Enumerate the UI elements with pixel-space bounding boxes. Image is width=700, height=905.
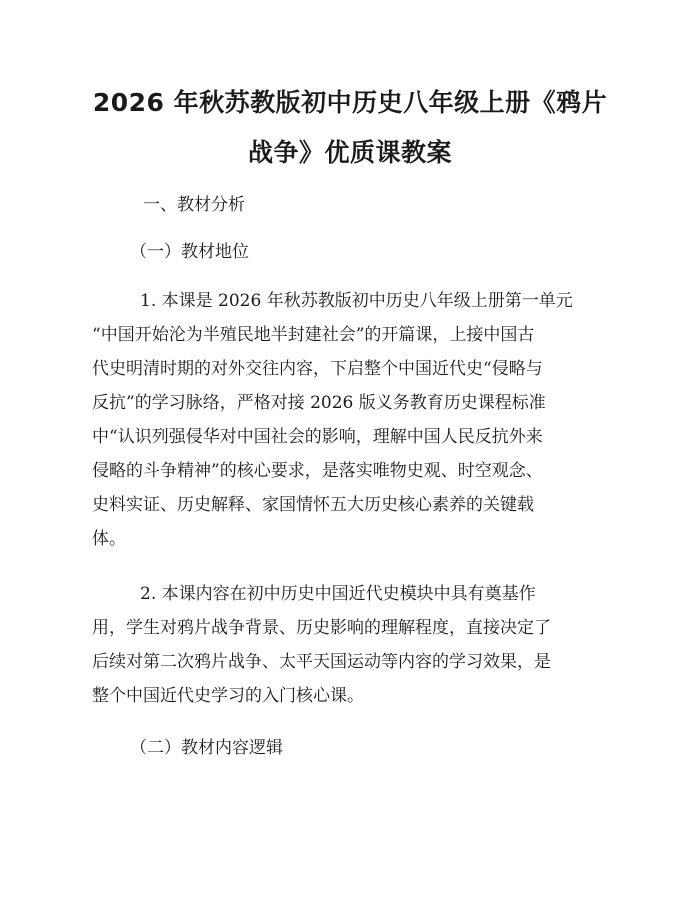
paragraph-line: 后续对第二次鸦片战争、太平天国运动等内容的学习效果，是 <box>92 652 551 672</box>
paragraph-line: 2. 本课内容在初中历史中国近代史模块中具有奠基作 <box>140 584 536 604</box>
paragraph-line: 史料实证、历史解释、家国情怀五大历史核心素养的关键载 <box>92 495 534 515</box>
paragraph-1 <box>92 284 604 556</box>
paragraph-line: 1. 本课是 2026 年秋苏教版初中历史八年级上册第一单元 <box>140 291 573 311</box>
subsection-heading-content-logic: （二）教材内容逻辑 <box>130 738 283 758</box>
subsection-heading-textbook-position: （一）教材地位 <box>130 242 249 262</box>
title-line: 战争》优质课教案 <box>247 138 452 167</box>
paragraph-line: 中“认识列强侵华对中国社会的影响，理解中国人民反抗外来 <box>92 427 543 447</box>
section-heading-textbook-analysis: 一、教材分析 <box>143 195 245 215</box>
paragraph-line: 整个中国近代史学习的入门核心课。 <box>92 686 364 706</box>
title-line: 2026 年秋苏教版初中历史八年级上册《鸦片 <box>92 88 608 117</box>
document-title <box>90 78 610 178</box>
paragraph-line: 用，学生对鸦片战争背景、历史影响的理解程度，直接决定了 <box>92 618 551 638</box>
paragraph-line: 侵略的斗争精神”的核心要求，是落实唯物史观、时空观念、 <box>92 461 543 481</box>
paragraph-line: 体。 <box>92 529 126 549</box>
paragraph-line: 反抗”的学习脉络，严格对接 2026 版义务教育历史课程标准 <box>92 393 546 413</box>
paragraph-2 <box>92 577 604 713</box>
paragraph-line: “中国开始沦为半殖民地半封建社会”的开篇课，上接中国古 <box>92 325 535 345</box>
paragraph-line: 代史明清时期的对外交往内容，下启整个中国近代史“侵略与 <box>92 359 543 379</box>
